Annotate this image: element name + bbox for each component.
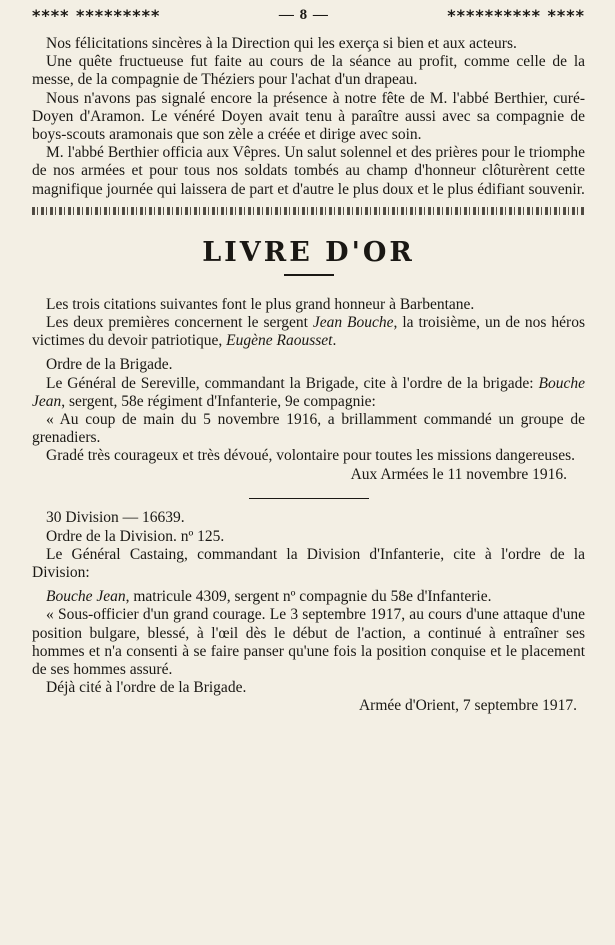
paragraph	[32, 314, 585, 350]
text: Le Général de Sereville, commandant la Brigade, cite à l'ordre de la brigade:	[46, 374, 539, 392]
paragraph	[32, 375, 585, 411]
paragraph: Le Général Castaing, commandant la Division d'Infanterie, cite à l'ordre de la Division:	[32, 545, 585, 581]
paragraph: Ordre de la Division. nº 125.	[46, 527, 225, 545]
person-name: Bouche Jean	[46, 588, 126, 606]
paragraph: 30 Division — 16639.	[46, 509, 185, 527]
person-name: Eugène Raousset	[226, 332, 333, 350]
paragraph: Nous n'avons pas signalé encore la présence à notre fête de M. l'abbé Berthier, curé-Doyen d'Aramon. Le vénéré Doyen avait tenu à paraître aussi avec sa compagnie de boys-scouts aramonais que son zèle a créée et dirige avec soin.	[32, 89, 585, 144]
text: , matricule 4309, sergent nº compagnie du 58e d'Infanterie.	[125, 588, 492, 606]
person-name: Jean Bouche	[312, 314, 394, 332]
citation-2	[32, 509, 585, 715]
page-number: — 8 —	[278, 7, 329, 23]
page-header	[32, 6, 585, 25]
paragraph	[32, 588, 585, 606]
top-section	[32, 35, 585, 199]
paragraph: Ordre de la Brigade.	[46, 356, 173, 374]
paragraph: Les trois citations suivantes font le plus grand honneur à Barbentane.	[46, 295, 475, 313]
signature-line: Armée d'Orient, 7 septembre 1917.	[358, 697, 577, 715]
paragraph: « Au coup de main du 5 novembre 1916, a brillamment commandé un groupe de grenadiers.	[32, 411, 585, 447]
text: , sergent, 58e régiment d'Infanterie, 9e compagnie:	[61, 392, 376, 410]
paragraph: Nos félicitations sincères à la Direction qui les exerça si bien et aux acteurs.	[46, 35, 517, 52]
signature-line: Aux Armées le 11 novembre 1916.	[350, 465, 567, 483]
separator	[249, 498, 369, 500]
paragraph: Une quête fructueuse fut faite au cours de la séance au profit, comme celle de la messe, de la compagnie de Théziers pour l'achat d'un drapeau.	[32, 53, 585, 89]
ornamental-divider	[32, 207, 585, 215]
paragraph: « Sous-officier d'un grand courage. Le 3 septembre 1917, au cours d'une attaque d'une position bulgare, blessé, à l'œil dès le début de l'action, a continué à entraîner ses hommes et n'a consenti à se faire panser qu'une fois la position conquise et le placement de ses hommes assuré.	[32, 606, 585, 678]
person-name: Bouche Jean	[32, 374, 585, 410]
paragraph: Gradé très courageux et très dévoué, volontaire pour toutes les missions dangereuses.	[46, 447, 575, 465]
header-right-ornament: ********** ****	[447, 6, 585, 25]
intro	[32, 296, 585, 351]
text: .	[332, 332, 337, 350]
paragraph: M. l'abbé Berthier officia aux Vêpres. Un salut solennel et des prières pour le triomphe de nos armées et pour tous nos soldats tombés au champ d'honneur clôturèrent cette magnifique journée qui laissera de part et d'autre le plus doux et le plus édifiant souvenir.	[32, 144, 585, 198]
paragraph: Déjà cité à l'ordre de la Brigade.	[46, 679, 247, 697]
section-title: LIVRE D'OR	[202, 236, 415, 268]
citation-1	[32, 356, 585, 483]
header-left-ornament: **** *********	[32, 6, 161, 25]
text: , la troisième, un de nos héros victimes du devoir patriotique,	[32, 314, 585, 350]
title-underline	[284, 274, 334, 276]
text: Les deux premières concernent le sergent	[46, 314, 313, 332]
